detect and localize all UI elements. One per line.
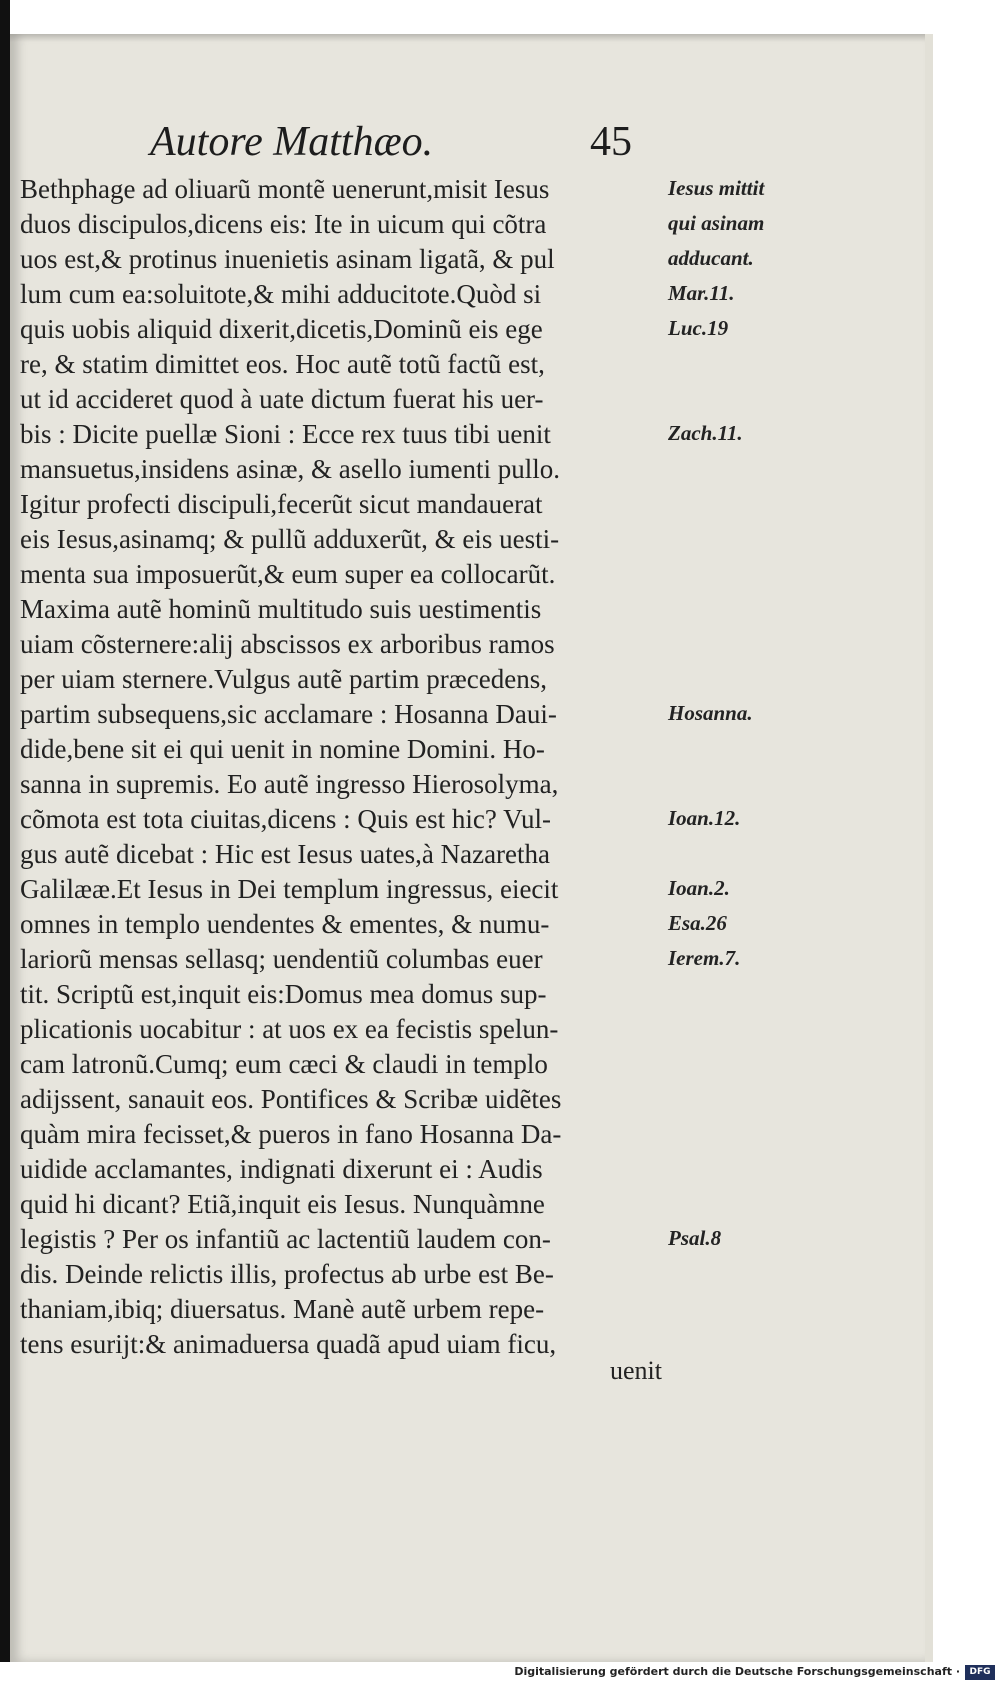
body-text [20, 172, 660, 1362]
text-line: thaniam,ibiq; diuersatus. Manè autẽ urbem repe- [20, 1294, 545, 1324]
text-line: gus autẽ dicebat : Hic est Iesus uates,à Nazaretha [20, 839, 551, 869]
marginal-note: Ierem.7. [668, 946, 741, 970]
text-line: lariorũ mensas sellasq; uendentiũ columbas euer [20, 944, 543, 974]
text-line: Igitur profecti discipuli,fecerũt sicut mandauerat [20, 489, 543, 519]
marginal-note: Luc.19 [668, 316, 729, 340]
marginal-note: Ioan.12. [668, 806, 741, 830]
page-number: 45 [590, 119, 632, 165]
text-line: tens esurijt:& animaduersa quadã apud uiam ficu, [20, 1329, 557, 1359]
marginal-note: adducant. [668, 246, 754, 270]
text-line: omnes in templo uendentes & ementes, & numu- [20, 909, 550, 939]
text-line: lum cum ea:soluitote,& mihi adducitote.Quòd si [20, 279, 542, 309]
text-line: Galilææ.Et Iesus in Dei templum ingressus, eiecit [20, 874, 559, 904]
marginal-note: Psal.8 [668, 1226, 722, 1250]
text-line: uos est,& protinus inuenietis asinam ligatã, & pul [20, 244, 555, 274]
text-line: dide,bene sit ei qui uenit in nomine Domini. Ho- [20, 734, 545, 764]
marginal-note: Ioan.2. [668, 876, 730, 900]
text-line: quàm mira fecisset,& pueros in fano Hosanna Da- [20, 1119, 562, 1149]
text-line: duos discipulos,dicens eis: Ite in uicum qui cõtra [20, 209, 547, 239]
marginal-note: qui asinam [668, 211, 765, 235]
marginal-note: Esa.26 [668, 911, 727, 935]
text-line: cõmota est tota ciuitas,dicens : Quis est hic? Vul- [20, 804, 552, 834]
text-line: plicationis uocabitur : at uos ex ea fecistis spelun- [20, 1014, 559, 1044]
text-line: bis : Dicite puellæ Sioni : Ecce rex tuus tibi uenit [20, 419, 551, 449]
text-line: tit. Scriptũ est,inquit eis:Domus mea domus sup- [20, 979, 547, 1009]
marginal-note: Zach.11. [668, 421, 743, 445]
text-line: uidide acclamantes, indignati dixerunt ei : Audis [20, 1154, 543, 1184]
text-line: cam latronũ.Cumq; eum cæci & claudi in templo [20, 1049, 548, 1079]
marginal-note: Hosanna. [668, 701, 753, 725]
text-line: menta sua imposuerũt,& eum super ea collocarũt. [20, 559, 556, 589]
page-top-shadow [10, 34, 925, 42]
scan-left-edge [0, 0, 10, 1662]
text-line: uiam cõsternere:alij abscissos ex arboribus ramos [20, 629, 555, 659]
text-line: sanna in supremis. Eo autẽ ingresso Hierosolyma, [20, 769, 559, 799]
text-line: mansuetus,insidens asinæ, & asello iumenti pullo. [20, 454, 560, 484]
catchword: uenit [610, 1356, 662, 1385]
text-line: adijssent, sanauit eos. Pontifices & Scribæ uidẽtes [20, 1084, 562, 1114]
text-line: dis. Deinde relictis illis, profectus ab urbe est Be- [20, 1259, 554, 1289]
text-line: quid hi dicant? Etiã,inquit eis Iesus. Nunquàmne [20, 1189, 545, 1219]
text-line: partim subsequens,sic acclamare : Hosanna Daui- [20, 699, 557, 729]
text-line: per uiam sternere.Vulgus autẽ partim præcedens, [20, 664, 547, 694]
text-line: quis uobis aliquid dixerit,dicetis,Dominũ eis ege [20, 314, 543, 344]
running-head [150, 118, 670, 168]
text-line: eis Iesus,asinamq; & pullũ adduxerũt, & eis uesti- [20, 524, 560, 554]
scan-right-edge [925, 34, 933, 1662]
text-line: Maxima autẽ hominũ multitudo suis uestimentis [20, 594, 542, 624]
text-line: ut id accideret quod à uate dictum fuerat his uer- [20, 384, 544, 414]
funding-credit: Digitalisierung gefördert durch die Deutsche Forschungsgemeinschaft · [514, 1665, 960, 1678]
text-line: legistis ? Per os infantiũ ac lactentiũ laudem con- [20, 1224, 551, 1254]
text-line: Bethphage ad oliuarũ montẽ uenerunt,misit Iesus [20, 174, 550, 204]
dfg-logo: DFG [965, 1665, 995, 1680]
footer-bar [0, 1662, 1000, 1684]
running-title: Autore Matthæo. [150, 119, 434, 165]
text-line: re, & statim dimittet eos. Hoc autẽ totũ factũ est, [20, 349, 545, 379]
marginal-note: Mar.11. [668, 281, 735, 305]
marginal-note: Iesus mittit [668, 176, 765, 200]
